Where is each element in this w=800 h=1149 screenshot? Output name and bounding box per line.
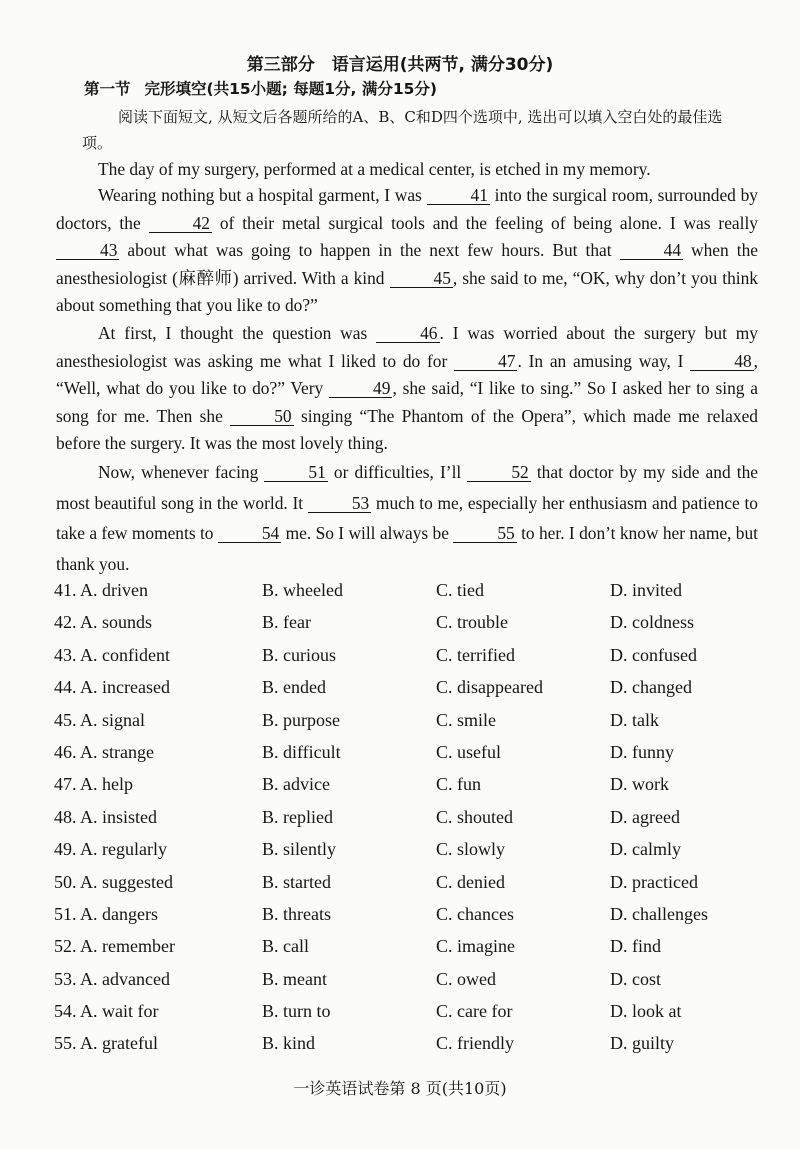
option-d[interactable]: D. coldness <box>610 612 694 633</box>
option-d[interactable]: D. work <box>610 774 669 795</box>
option-b[interactable]: B. difficult <box>262 741 341 762</box>
text-segment: or difficulties, I’ll <box>327 462 468 482</box>
option-b[interactable]: B. kind <box>262 1033 316 1054</box>
question-row <box>54 872 774 904</box>
option-b[interactable]: B. curious <box>262 644 336 665</box>
option-a[interactable]: 47. A. help <box>54 774 133 795</box>
option-c[interactable]: C. disappeared <box>436 677 543 698</box>
option-b[interactable]: B. advice <box>262 774 330 795</box>
option-d[interactable]: D. changed <box>610 677 692 698</box>
option-c[interactable]: C. imagine <box>436 936 515 957</box>
blank-46: 46 <box>376 324 439 343</box>
option-b[interactable]: B. threats <box>262 903 331 924</box>
text-segment: , she said, “I like to sing.” So I asked her to sing a song for me. Then she <box>56 378 758 426</box>
option-a[interactable]: 49. A. regularly <box>54 839 167 860</box>
passage-paragraph-2 <box>56 182 758 320</box>
question-row <box>54 1033 774 1065</box>
option-d[interactable]: D. talk <box>610 709 659 730</box>
option-a[interactable]: 50. A. suggested <box>54 871 173 892</box>
option-c[interactable]: C. useful <box>436 741 501 762</box>
text-segment: me. So I will always be <box>281 523 454 543</box>
option-d[interactable]: D. calmly <box>610 839 681 860</box>
option-b[interactable]: B. meant <box>262 968 327 989</box>
section-title: 完形填空(共15小题; 每题1分, 满分15分) <box>144 80 437 98</box>
option-a[interactable]: 54. A. wait for <box>54 1001 159 1022</box>
option-c[interactable]: C. denied <box>436 871 505 892</box>
question-row <box>54 742 774 774</box>
option-a[interactable]: 52. A. remember <box>54 936 175 957</box>
option-a[interactable]: 46. A. strange <box>54 741 154 762</box>
option-b[interactable]: B. fear <box>262 612 311 633</box>
paragraph-text <box>56 320 758 458</box>
question-row <box>54 710 774 742</box>
text-segment: that doctor by my side and the most beautiful song in the world. It <box>56 462 758 513</box>
blank-42: 42 <box>149 214 212 233</box>
option-c[interactable]: C. fun <box>436 774 481 795</box>
blank-51: 51 <box>264 463 327 482</box>
question-row <box>54 839 774 871</box>
blank-50: 50 <box>230 407 293 426</box>
passage-paragraph-4 <box>56 457 758 579</box>
text-segment: when the anesthesiologist (麻醉师) arrived. With a kind <box>56 240 758 288</box>
option-a[interactable]: 55. A. grateful <box>54 1033 158 1054</box>
option-d[interactable]: D. funny <box>610 741 674 762</box>
question-row <box>54 774 774 806</box>
option-c[interactable]: C. owed <box>436 968 496 989</box>
question-row <box>54 1001 774 1033</box>
option-b[interactable]: B. started <box>262 871 331 892</box>
option-a[interactable]: 45. A. signal <box>54 709 146 730</box>
section-heading <box>84 77 437 99</box>
question-row <box>54 580 774 612</box>
option-c[interactable]: C. tied <box>436 580 484 600</box>
text-segment: much to me, especially her enthusiasm and patience to take a few moments to <box>56 492 758 543</box>
text-segment: At first, I thought the question was <box>98 323 377 343</box>
question-row <box>54 936 774 968</box>
option-c[interactable]: C. chances <box>436 903 514 924</box>
option-d[interactable]: D. challenges <box>610 903 708 924</box>
question-row <box>54 807 774 839</box>
question-row <box>54 677 774 709</box>
option-a[interactable]: 41. A. driven <box>54 580 148 600</box>
text-segment: . I was worried about the surgery but my anesthesiologist was asking me what I liked to do for <box>56 323 759 371</box>
blank-52: 52 <box>467 463 530 482</box>
option-c[interactable]: C. smile <box>436 709 497 730</box>
blank-43: 43 <box>56 241 119 260</box>
blank-48: 48 <box>690 352 753 371</box>
text-segment: Wearing nothing but a hospital garment, I was <box>98 185 427 205</box>
text-segment: singing “The Phantom of the Opera”, which made me relaxed before the surgery. It was the most lovely thing. <box>56 405 758 453</box>
passage-paragraph-1 <box>56 156 758 182</box>
option-b[interactable]: B. call <box>262 936 309 957</box>
option-d[interactable]: D. invited <box>610 580 682 600</box>
page-footer: 一诊英语试卷第 8 页(共10页) <box>293 1079 507 1098</box>
blank-41: 41 <box>427 186 490 205</box>
option-b[interactable]: B. wheeled <box>262 580 343 600</box>
option-d[interactable]: D. find <box>610 936 661 957</box>
option-a[interactable]: 43. A. confident <box>54 644 170 665</box>
option-a[interactable]: 48. A. insisted <box>54 806 158 827</box>
option-b[interactable]: B. ended <box>262 677 326 698</box>
text-segment: , “Well, what do you like to do?” Very <box>56 350 758 398</box>
text-segment: Now, whenever facing <box>98 462 265 482</box>
text-segment: , she said to me, “OK, why don’t you think about something that you like to do?” <box>56 267 758 315</box>
option-b[interactable]: B. purpose <box>262 709 340 730</box>
option-b[interactable]: B. silently <box>262 839 337 860</box>
instructions: 阅读下面短文, 从短文后各题所给的A、B、C和D四个选项中, 选出可以填入空白处的最佳选项。 <box>82 108 723 152</box>
text-segment: of their metal surgical tools and the feeling of being alone. I was really <box>211 212 759 233</box>
blank-45: 45 <box>390 269 453 288</box>
paragraph-text: The day of my surgery, performed at a medical center, is etched in my memory. <box>98 159 651 179</box>
blank-49: 49 <box>329 379 392 398</box>
question-row <box>54 612 774 644</box>
option-c[interactable]: C. friendly <box>436 1033 514 1054</box>
question-row <box>54 904 774 936</box>
blank-44: 44 <box>620 241 683 260</box>
section-label: 第一节 <box>84 80 131 98</box>
option-d[interactable]: D. guilty <box>610 1033 675 1054</box>
option-a[interactable]: 51. A. dangers <box>54 903 158 924</box>
option-d[interactable]: D. practiced <box>610 871 698 892</box>
question-row <box>54 645 774 677</box>
option-c[interactable]: C. trouble <box>436 612 508 633</box>
blank-55: 55 <box>453 524 516 543</box>
option-a[interactable]: 53. A. advanced <box>54 968 170 989</box>
option-c[interactable]: C. care for <box>436 1001 513 1022</box>
text-segment: into the surgical room, surrounded by doctors, the <box>56 185 758 233</box>
option-c[interactable]: C. shouted <box>436 806 514 827</box>
question-row <box>54 969 774 1001</box>
option-d[interactable]: D. look at <box>610 1001 682 1022</box>
option-b[interactable]: B. turn to <box>262 1001 331 1022</box>
option-d[interactable]: D. agreed <box>610 806 680 827</box>
text-segment: to her. I don’t know her name, but thank you. <box>56 523 758 574</box>
blank-54: 54 <box>218 524 281 543</box>
option-c[interactable]: C. slowly <box>436 839 506 860</box>
option-d[interactable]: D. cost <box>610 968 661 989</box>
option-c[interactable]: C. terrified <box>436 644 515 665</box>
blank-47: 47 <box>454 352 517 371</box>
paragraph-text <box>56 457 758 579</box>
option-b[interactable]: B. replied <box>262 806 333 827</box>
answer-choices <box>54 580 774 1066</box>
text-segment: about what was going to happen in the next few hours. But that <box>119 240 620 260</box>
blank-53: 53 <box>308 494 371 513</box>
option-d[interactable]: D. confused <box>610 644 697 665</box>
part-title: 第三部分 语言运用(共两节, 满分30分) <box>246 55 554 75</box>
option-a[interactable]: 42. A. sounds <box>54 612 153 633</box>
text-segment: . In an amusing way, I <box>517 350 691 371</box>
passage-paragraph-3 <box>56 320 758 458</box>
paragraph-text <box>56 182 758 320</box>
option-a[interactable]: 44. A. increased <box>54 677 170 698</box>
